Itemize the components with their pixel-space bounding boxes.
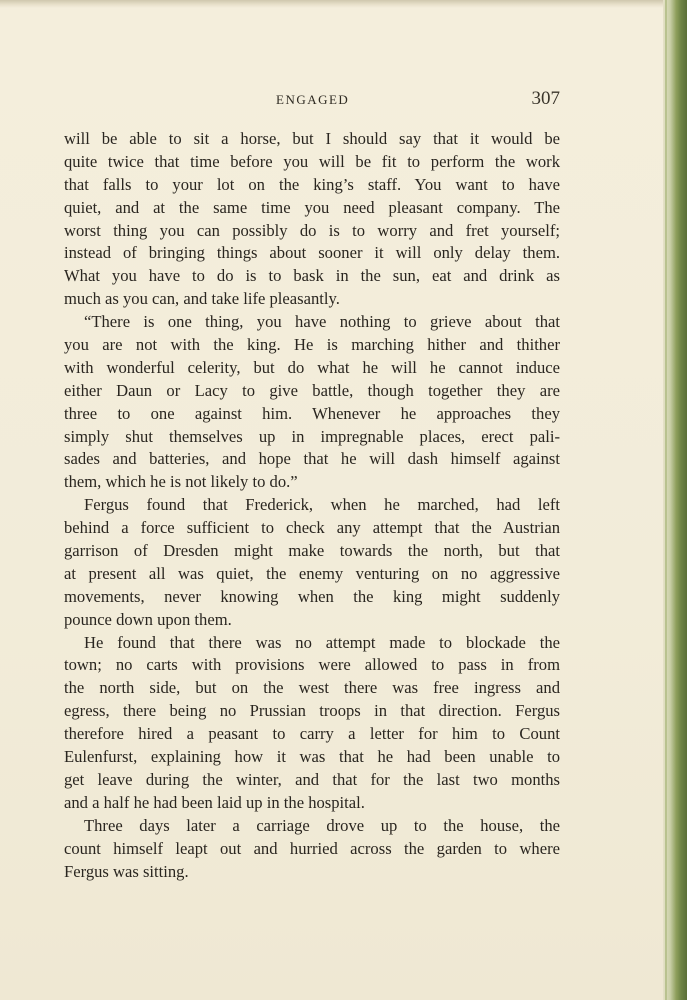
text-line: count himself leapt out and hurried across the garden to where	[64, 838, 560, 858]
text-line: sades and batteries, and hope that he will dash himself against	[64, 449, 560, 469]
text-line: and a half he had been laid up in the hospital.	[64, 792, 365, 812]
text-line: quite twice that time before you will be fit to perform the work	[64, 151, 560, 171]
text-line: garrison of Dresden might make towards the north, but that	[64, 541, 560, 561]
text-line: movements, never knowing when the king might suddenly	[64, 586, 560, 606]
text-line: simply shut themselves up in impregnable places, erect pali-	[64, 426, 560, 446]
text-line: Fergus found that Frederick, when he marched, had left	[84, 495, 560, 515]
running-head: ENGAGED	[276, 92, 350, 107]
text-line: either Daun or Lacy to give battle, though together they are	[64, 380, 560, 400]
text-line: three to one against him. Whenever he approaches they	[64, 403, 560, 423]
text-line: the north side, but on the west there was free ingress and	[64, 678, 560, 698]
text-line: He found that there was no attempt made to blockade the	[84, 632, 560, 652]
text-line: worst thing you can possibly do is to worry and fret yourself;	[64, 220, 560, 240]
text-line: at present all was quiet, the enemy venturing on no aggressive	[64, 563, 560, 583]
text-line: Eulenfurst, explaining how it was that he had been unable to	[64, 747, 560, 767]
text-line: therefore hired a peasant to carry a letter for him to Count	[64, 724, 560, 744]
text-line: you are not with the king. He is marching hither and thither	[64, 335, 560, 355]
text-line: with wonderful celerity, but do what he will he cannot induce	[64, 357, 560, 377]
text-line: instead of bringing things about sooner it will only delay them.	[64, 243, 560, 263]
page-number: 307	[531, 88, 560, 109]
text-line: that falls to your lot on the king’s staff. You want to have	[64, 174, 560, 194]
text-line: Three days later a carriage drove up to the house, the	[84, 815, 560, 835]
text-line: them, which he is not likely to do.”	[64, 472, 298, 492]
page-top-edge	[0, 0, 687, 8]
text-line: pounce down upon them.	[64, 609, 232, 629]
binding-line	[665, 0, 667, 1000]
text-line: Fergus was sitting.	[64, 861, 189, 881]
text-line: will be able to sit a horse, but I should say that it would be	[64, 129, 560, 148]
text-line: get leave during the winter, and that for the last two months	[64, 769, 560, 789]
body-text	[64, 128, 560, 883]
text-line: quiet, and at the same time you need pleasant company. The	[64, 197, 560, 217]
text-line: town; no carts with provisions were allowed to pass in from	[64, 655, 560, 675]
text-line: “There is one thing, you have nothing to grieve about that	[84, 312, 560, 332]
text-line: much as you can, and take life pleasantly.	[64, 289, 340, 309]
page-header	[64, 86, 560, 116]
text-line: behind a force sufficient to check any attempt that the Austrian	[64, 518, 560, 538]
text-line: egress, there being no Prussian troops in that direction. Fergus	[64, 701, 560, 721]
text-line: What you have to do is to bask in the sun, eat and drink as	[64, 266, 560, 286]
